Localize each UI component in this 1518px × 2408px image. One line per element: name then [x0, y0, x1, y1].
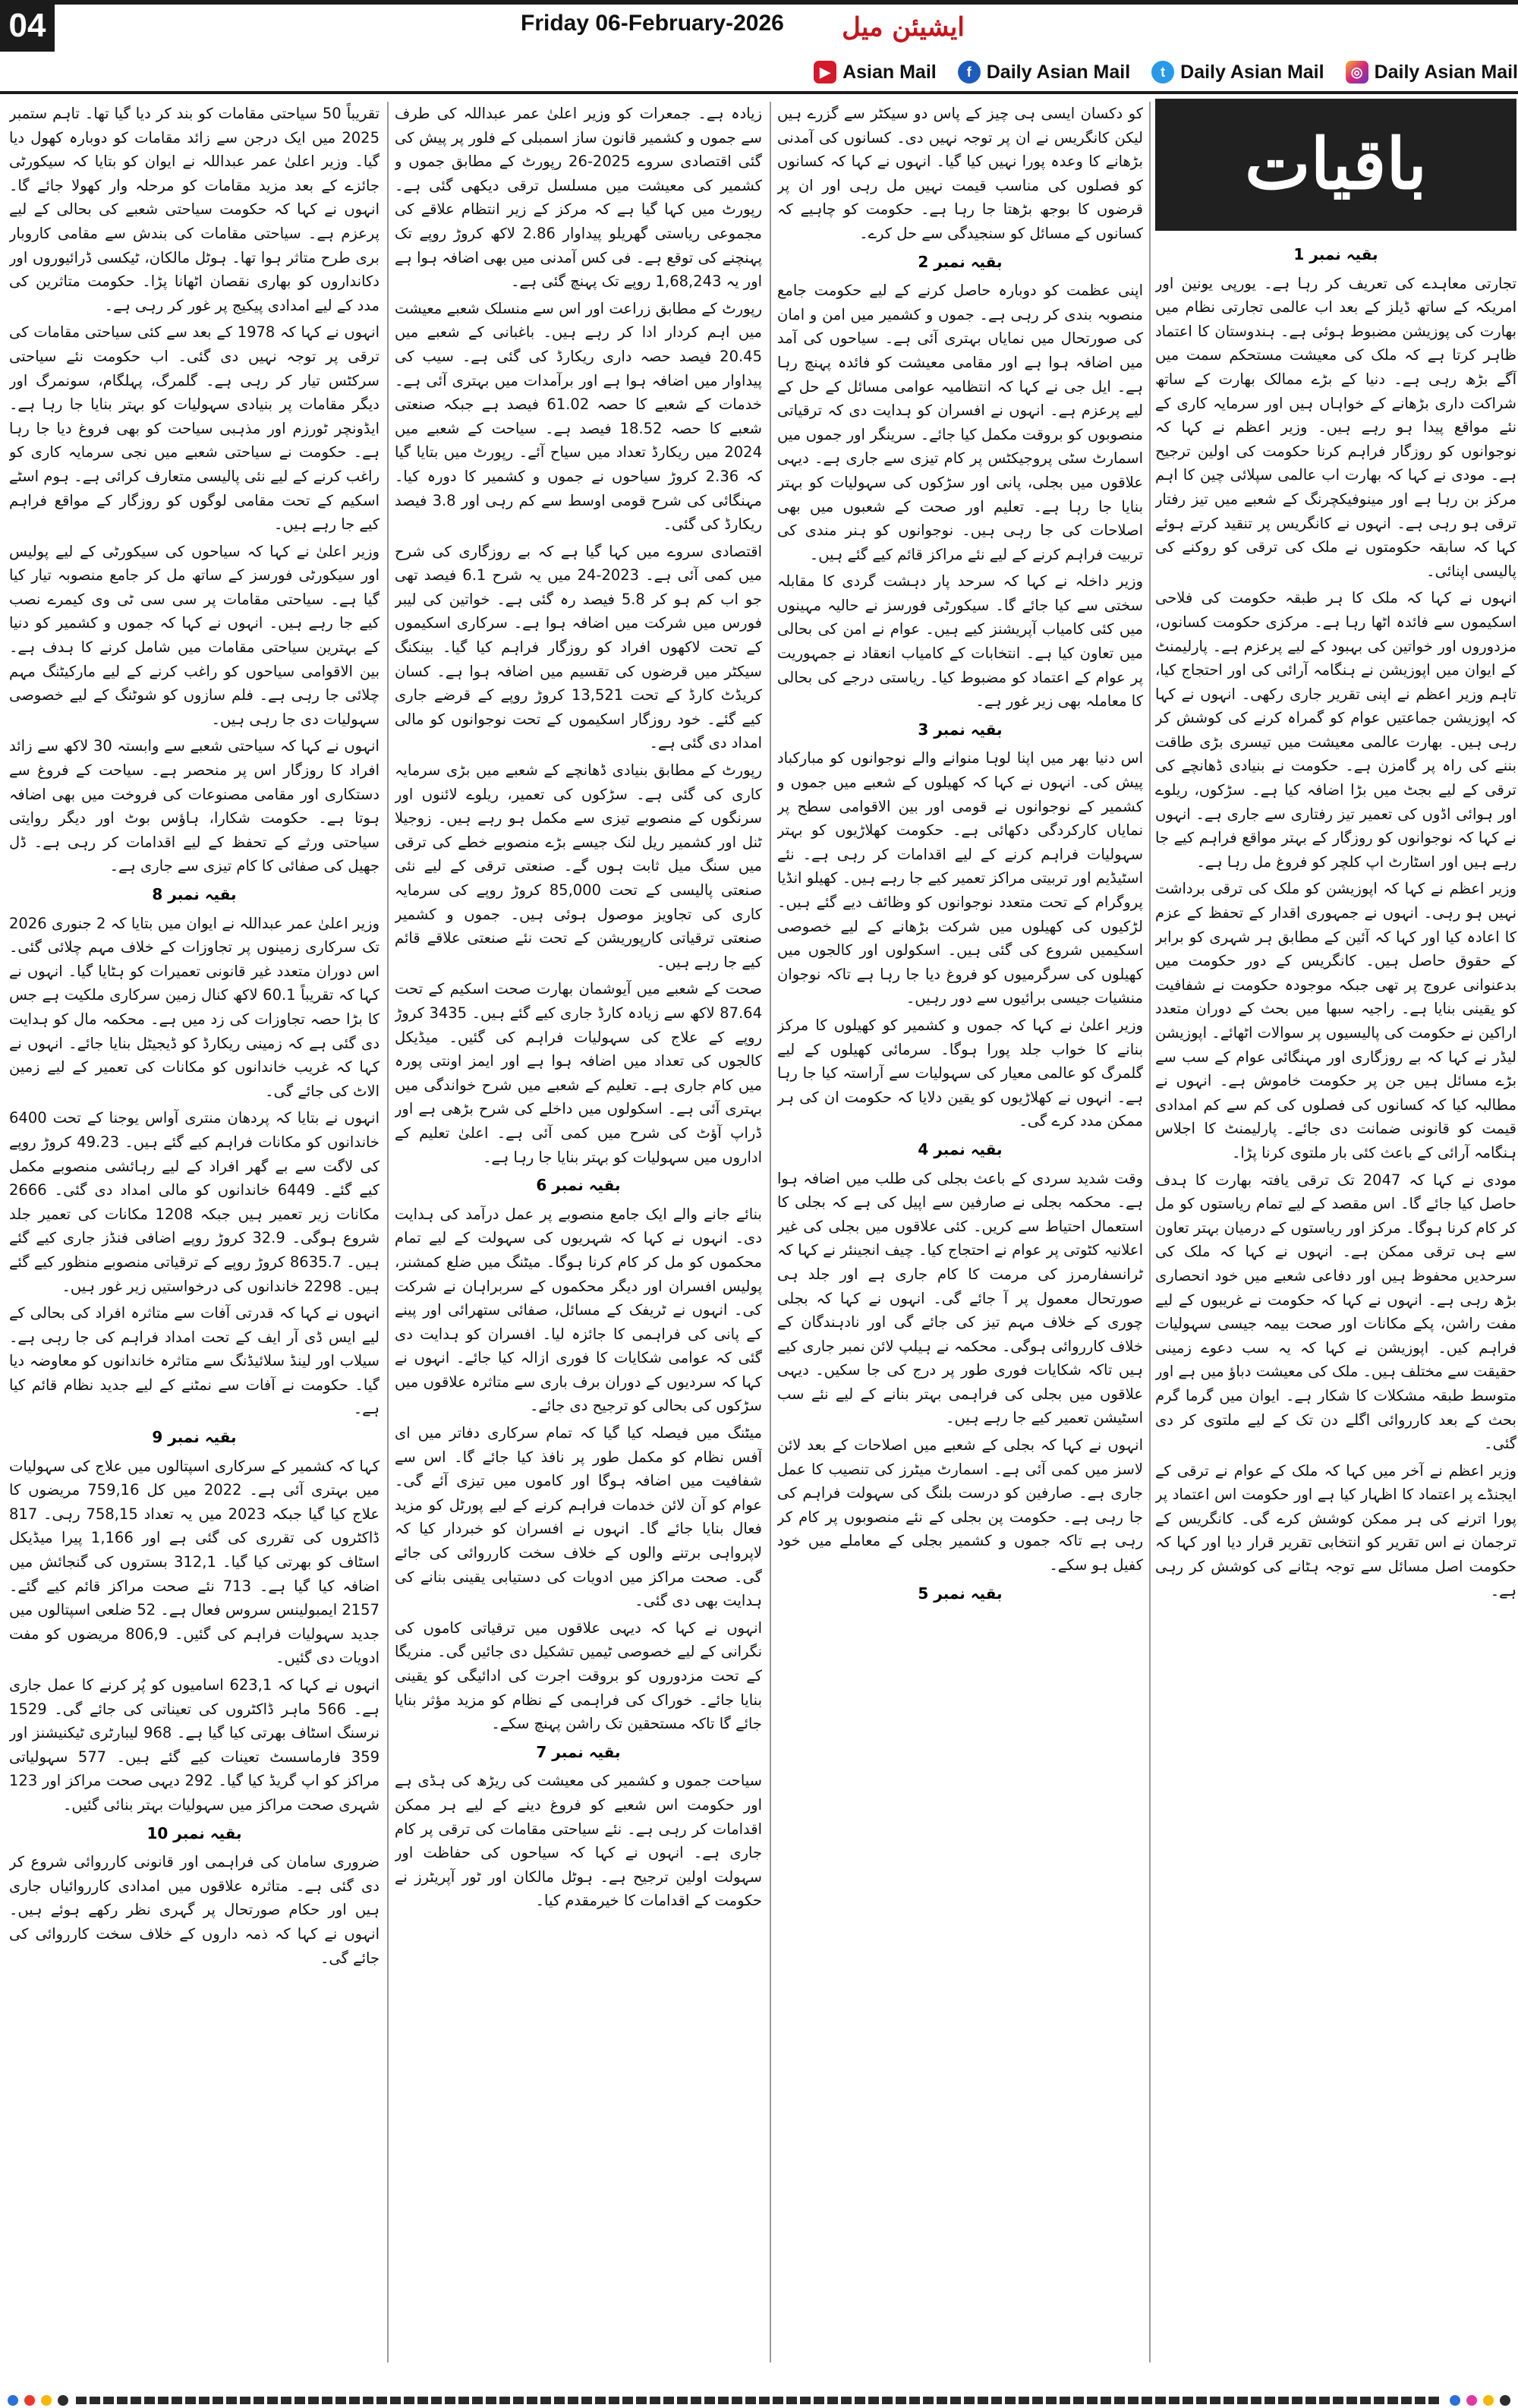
article-paragraph: انہوں نے کہا کہ قدرتی آفات سے متاثرہ افراد کی بحالی کے لیے ایس ڈی آر ایف کے تحت امداد فراہم کی جا رہی ہے۔ سیلاب اور لینڈ سلائیڈنگ سے متاثرہ خاندانوں کو معاوضہ دیا گیا۔ حکومت نے آفات سے نمٹنے کے لیے جدید نظام قائم کیا ہے۔ — [9, 1304, 380, 1418]
article-paragraph: میٹنگ میں فیصلہ کیا گیا کہ تمام سرکاری دفاتر میں ای آفس نظام کو مکمل طور پر نافذ کیا جائے گا۔ اس سے شفافیت میں اضافہ ہوگا اور کاموں میں تیزی آئے گی۔ عوام کو آن لائن خدمات فراہم کرنے کے لیے پورٹل کو مزید فعال بنایا جائے گا۔ انہوں نے افسران کو خبردار کیا کہ لاپرواہی برتنے والوں کے خلاف سخت کارروائی کی جائے گی۔ صحت مراکز میں ادویات کی دستیابی یقینی بنانے کی ہدایت بھی دی گئی۔ — [395, 1424, 762, 1610]
footer-dot — [1450, 2395, 1460, 2406]
article-paragraph: سیاحت جموں و کشمیر کی معیشت کی ریڑھ کی ہڈی ہے اور حکومت اس شعبے کو فروغ دینے کے لیے ہر ممکن اقدامات کر رہی ہے۔ نئے سیاحتی مقامات کی ترقی پر کام جاری ہے۔ انہوں نے کہا کہ سیاحوں کی حفاظت اور سہولت اولین ترجیح ہے۔ ہوٹل مالکان اور ٹور آپریٹرز نے حکومت کے اقدامات کا خیرمقدم کیا۔ — [395, 1772, 762, 1910]
column-divider — [1149, 102, 1151, 2362]
article-paragraph: انہوں نے بتایا کہ پردھان منتری آواس یوجنا کے تحت 6400 خاندانوں کو مکانات فراہم کیے گئے ہیں۔ 49.23 کروڑ روپے کی لاگت سے بے گھر افراد کے لیے رہائشی منصوبے مکمل کیے گئے۔ 6449 خاندانوں کو مالی امداد دی گئی۔ 2666 مکانات زیر تعمیر ہیں جبکہ 1208 مکانات کی تعمیر جلد شروع ہوگی۔ 32.9 کروڑ روپے اضافی فنڈز جاری کیے گئے ہیں۔ 8635.7 کروڑ روپے کے ترقیاتی منصوبے منظور کیے گئے ہیں۔ 2298 خاندانوں کی درخواستیں زیر غور ہیں۔ — [9, 1109, 380, 1295]
article-paragraph: تقریباً 50 سیاحتی مقامات کو بند کر دیا گیا تھا۔ تاہم ستمبر 2025 میں ایک درجن سے زائد مقامات کو دوبارہ کھول دیا گیا۔ وزیر اعلیٰ عمر عبداللہ نے ایوان کو بتایا کہ سیکورٹی جائزے کے بعد مزید مقامات کو مرحلہ وار کھولا جائے گا۔ انہوں نے کہا کہ حکومت سیاحتی شعبے کی بحالی کے لیے پرعزم ہے۔ سیاحتی مقامات کی بندش سے مقامی کاروبار بری طرح متاثر ہوا تھا۔ ہوٹل مالکان، ٹیکسی ڈرائیوروں اور دکانداروں کو بھاری نقصان اٹھانا پڑا۔ حکومت متاثرین کی مدد کے لیے امدادی پیکیج پر غور کر رہی ہے۔ — [9, 105, 380, 314]
article-paragraph: انہوں نے کہا کہ 623,1 اسامیوں کو پُر کرنے کا عمل جاری ہے۔ 566 ماہر ڈاکٹروں کی تعیناتی کی جائے گی۔ 1529 نرسنگ اسٹاف بھرتی کیا گیا ہے۔ 968 لیبارٹری ٹیکنیشنز اور 359 فارماسسٹ تعینات کیے گئے ہیں۔ 577 سہولیاتی مراکز کو اپ گریڈ کیا گیا۔ 292 دیہی صحت مراکز اور 123 شہری صحت مراکز میں سہولیات بہتر بنائی گئیں۔ — [9, 1676, 380, 1814]
social-facebook[interactable] — [958, 61, 1130, 84]
footer-dot — [58, 2395, 68, 2406]
article-paragraph: کہا کہ کشمیر کے سرکاری اسپتالوں میں علاج کی سہولیات میں بہتری آئی ہے۔ 2022 میں کل 759,16 مریضوں کا علاج کیا گیا جبکہ 2023 میں یہ تعداد 758,15 رہی۔ 817 ڈاکٹروں کی تقرری کی گئی ہے اور 1,166 پیرا میڈیکل اسٹاف کو بھرتی کیا گیا۔ 312,1 بستروں کی گنجائش میں اضافہ کیا گیا ہے۔ 713 نئے صحت مراکز قائم کیے گئے۔ 2157 ایمبولینس سروس فعال ہے۔ 52 ضلعی اسپتالوں میں جدید سہولیات فراہم کی گئیں۔ 806,9 مریضوں کو مفت ادویات دی گئیں۔ — [9, 1457, 380, 1667]
article-paragraph: وزیر اعظم نے آخر میں کہا کہ ملک کے عوام نے ترقی کے ایجنڈے پر اعتماد کا اظہار کیا ہے اور حکومت اس اعتماد پر پورا اترنے کی ہر ممکن کوشش کرے گی۔ کانگریس کے ترجمان نے اس تقریر کو انتخابی تقریر قرار دیا اور کہا کہ حکومت اصل مسائل سے توجہ ہٹانے کی کوشش کر رہی ہے۔ — [1155, 1461, 1516, 1600]
article-paragraph: کو دکسان ایسی ہی چیز کے پاس دو سیکٹر سے گزرے ہیں لیکن کانگریس نے ان پر توجہ نہیں دی۔ کسانوں کی آمدنی بڑھانے کا وعدہ پورا نہیں کیا گیا۔ انہوں نے کہا کہ کسانوں کو فصلوں کی مناسب قیمت نہیں مل رہی اور ان پر قرضوں کا بوجھ بڑھتا جا رہا ہے۔ حکومت کو چاہیے کہ کسانوں کے مسائل کو سنجیدگی سے حل کرے۔ — [777, 105, 1143, 242]
column-divider — [387, 102, 389, 2362]
article-paragraph: رپورٹ کے مطابق زراعت اور اس سے منسلک شعبے معیشت میں اہم کردار ادا کر رہے ہیں۔ باغبانی کے شعبے میں 20.45 فیصد حصہ داری ریکارڈ کی گئی ہے۔ سیب کی پیداوار میں اضافہ ہوا ہے اور برآمدات میں بہتری آئی ہے۔ خدمات کے شعبے کا حصہ 61.02 فیصد ہے جبکہ صنعتی شعبے کا حصہ 18.52 فیصد ہے۔ سیاحت کے شعبے میں 2024 میں ریکارڈ تعداد میں سیاح آئے۔ رپورٹ میں بتایا گیا کہ 2.36 کروڑ سیاحوں نے جموں و کشمیر کا دورہ کیا۔ مہنگائی کی شرح قومی اوسط سے کم رہی اور 3.8 فیصد ریکارڈ کی گئی۔ — [395, 299, 762, 534]
article-paragraph: انہوں نے کہا کہ دیہی علاقوں میں ترقیاتی کاموں کی نگرانی کے لیے خصوصی ٹیمیں تشکیل دی جائیں گی۔ منریگا کے تحت مزدوروں کو بروقت اجرت کی ادائیگی کو یقینی بنایا جائے۔ خوراک کی فراہمی کے نظام کو مزید مؤثر بنایا جائے گا تاکہ مستحقین تک راشن پہنچ سکے۔ — [395, 1618, 762, 1733]
article-paragraph: بنائے جانے والے ایک جامع منصوبے پر عمل درآمد کی ہدایت دی۔ انہوں نے کہا کہ شہریوں کی سہولت کے لیے تمام محکموں کو مل کر کام کرنا ہوگا۔ میٹنگ میں ضلع کمشنر، پولیس افسران اور دیگر محکموں کے سربراہان نے شرکت کی۔ انہوں نے ٹریفک کے مسائل، صفائی ستھرائی اور پینے کے پانی کی فراہمی کا جائزہ لیا۔ افسران کو ہدایت دی گئی کہ عوامی شکایات کا فوری ازالہ کیا جائے۔ انہوں نے کہا کہ سردیوں کے دوران برف باری سے متاثرہ علاقوں میں سڑکوں کی بحالی کو ترجیح دی جائے۔ — [395, 1205, 762, 1415]
continuation-heading: بقیہ نمبر 4 — [918, 1139, 1003, 1158]
social-instagram-label: Daily Asian Mail — [1374, 61, 1518, 83]
continuation-heading: بقیہ نمبر 5 — [918, 1584, 1003, 1603]
continuation-heading: بقیہ نمبر 7 — [536, 1742, 621, 1761]
article-paragraph: وزیر اعلیٰ عمر عبداللہ نے ایوان میں بتایا کہ 2 جنوری 2026 تک سرکاری زمینوں پر تجاوزات کے خلاف مہم چلائی گئی۔ اس دوران متعدد غیر قانونی تعمیرات کو ہٹایا گیا۔ انہوں نے کہا کہ تقریباً 60.1 لاکھ کنال زمین سرکاری ملکیت ہے جس کا بڑا حصہ تجاوزات کی زد میں ہے۔ محکمہ مال کو ہدایت دی گئی ہے کہ زمینی ریکارڈ کو ڈیجیٹل بنایا جائے۔ انہوں نے کہا کہ غریب خاندانوں کو مکانات کی تعمیر کے لیے زمین الاٹ کی جائے گی۔ — [9, 914, 380, 1100]
article-paragraph: رپورٹ کے مطابق بنیادی ڈھانچے کے شعبے میں بڑی سرمایہ کاری کی گئی ہے۔ سڑکوں کی تعمیر، ریلوے لائنوں اور سرنگوں کے منصوبے تیزی سے مکمل ہو رہے ہیں۔ زوجیلا ٹنل اور کشمیر ریل لنک جیسے بڑے منصوبے خطے کی ترقی میں سنگ میل ثابت ہوں گے۔ صنعتی ترقی کے لیے نئی صنعتی پالیسی کے تحت 85,000 کروڑ روپے کی سرمایہ کاری کی تجاویز موصول ہوئی ہیں۔ جموں و کشمیر صنعتی ترقیاتی کارپوریشن کے تحت نئے صنعتی علاقے قائم کیے جا رہے ہیں۔ — [395, 761, 762, 971]
continuation-heading: بقیہ نمبر 2 — [918, 252, 1003, 271]
continuation-heading: بقیہ نمبر 8 — [152, 885, 237, 903]
article-paragraph: وزیر داخلہ نے کہا کہ سرحد پار دہشت گردی کا مقابلہ سختی سے کیا جائے گا۔ سیکورٹی فورسز نے حالیہ مہینوں میں کئی کامیاب آپریشنز کیے ہیں۔ عوام نے امن کی بحالی میں تعاون کیا ہے۔ انتخابات کے کامیاب انعقاد نے جمہوریت پر عوام کے اعتماد کو مضبوط کیا۔ ریاستی درجے کی بحالی کا معاملہ بھی زیر غور ہے۔ — [777, 572, 1143, 711]
social-youtube[interactable] — [814, 61, 937, 84]
footer-dot — [8, 2395, 18, 2406]
continuation-heading: بقیہ نمبر 3 — [918, 720, 1003, 739]
continuation-heading: بقیہ نمبر 9 — [152, 1428, 237, 1447]
article-paragraph: اس دنیا بھر میں اپنا لوہا منوانے والے نوجوانوں کو مبارکباد پیش کی۔ انہوں نے کہا کہ کھیلوں کے شعبے میں جموں و کشمیر کے نوجوانوں نے قومی اور بین الاقوامی سطح پر نمایاں کارکردگی دکھائی ہے۔ حکومت کھلاڑیوں کو بہتر سہولیات فراہم کرنے کے لیے اقدامات کر رہی ہے۔ نئے اسٹیڈیم اور تربیتی مراکز تعمیر کیے جا رہے ہیں۔ کھیلو انڈیا پروگرام کے تحت متعدد نوجوانوں کو وظائف دیے گئے ہیں۔ لڑکیوں کی کھیلوں میں شرکت بڑھانے کے لیے خصوصی اسکیمیں شروع کی گئی ہیں۔ اسکولوں اور کالجوں میں کھیلوں کی سرگرمیوں کو فروغ دیا جا رہا ہے تاکہ نوجوان منشیات جیسی برائیوں سے دور رہیں۔ — [777, 749, 1143, 1007]
footer-dot — [41, 2395, 52, 2406]
article-paragraph: زیادہ ہے۔ جمعرات کو وزیر اعلیٰ عمر عبداللہ کی طرف سے جموں و کشمیر قانون ساز اسمبلی کے فلور پر پیش کی گئی اقتصادی سروے 2025-26 رپورٹ کے مطابق جموں و کشمیر کی معیشت میں مسلسل ترقی دیکھی گئی ہے۔ رپورٹ میں کہا گیا ہے کہ مرکز کے زیر انتظام علاقے کی مجموعی ریاستی گھریلو پیداوار 2.86 لاکھ کروڑ روپے تک پہنچنے کی توقع ہے۔ فی کس آمدنی میں بھی اضافہ ہوا ہے اور یہ 1,68,243 روپے تک پہنچ گئی ہے۔ — [395, 105, 762, 291]
footer-dot — [1483, 2395, 1494, 2406]
header-rule — [0, 91, 1518, 94]
twitter-icon: t — [1151, 61, 1174, 84]
article-paragraph: انہوں نے کہا کہ سیاحتی شعبے سے وابستہ 30 لاکھ سے زائد افراد کا روزگار اس پر منحصر ہے۔ سیاحت کے فروغ سے دستکاری اور مقامی مصنوعات کی فروخت میں بھی اضافہ ہوتا ہے۔ حکومت شکارا، ہاؤس بوٹ اور دیگر روایتی سیاحتی ورثے کے تحفظ کے لیے اقدامات کر رہی ہے۔ ڈل جھیل کی صفائی کا کام تیزی سے جاری ہے۔ — [9, 737, 380, 875]
column-4 — [9, 102, 380, 2362]
column-2 — [777, 102, 1143, 2362]
masthead-logo — [827, 3, 979, 53]
masthead-logo-text: ایشیئن میل — [842, 12, 965, 43]
social-instagram[interactable] — [1346, 61, 1518, 84]
footer-bar — [0, 2393, 1518, 2408]
article-paragraph: مودی نے کہا کہ 2047 تک ترقی یافتہ بھارت کا ہدف حاصل کیا جائے گا۔ اس مقصد کے لیے تمام ریاستوں کو مل کر کام کرنا ہوگا۔ مرکز اور ریاستوں کے درمیان بہتر تعاون سے ہی ترقی ممکن ہے۔ انہوں نے کہا کہ ملک کی سرحدیں محفوظ ہیں اور دفاعی شعبے میں خود انحصاری بڑھ رہی ہے۔ انہوں نے کہا کہ حکومت نے غریبوں کے لیے مفت راشن، پکے مکانات اور صحت بیمہ جیسی سہولیات فراہم کیں۔ اپوزیشن نے کہا کہ یہ سب دعوے زمینی حقیقت سے مختلف ہیں۔ ملک کی معیشت دباؤ میں ہے اور متوسط طبقہ مشکلات کا شکار ہے۔ ایوان میں گرما گرم بحث کے بعد کارروائی اگلے دن تک کے لیے ملتوی کر دی گئی۔ — [1155, 1171, 1516, 1453]
continuation-heading: بقیہ نمبر 6 — [536, 1176, 621, 1195]
facebook-icon: f — [958, 61, 981, 84]
section-title: باقیات — [1155, 99, 1516, 231]
top-rule — [55, 0, 1518, 5]
article-paragraph: وزیر اعظم نے کہا کہ اپوزیشن کو ملک کی ترقی برداشت نہیں ہو رہی۔ انہوں نے جمہوری اقدار کے تحفظ کے عزم کا اعادہ کیا اور کہا کہ آئین کے مطابق ہر شہری کو برابر کے حقوق حاصل ہیں۔ کانگریس کے دور حکومت میں بدعنوانی عروج پر تھی جبکہ موجودہ حکومت نے شفافیت کو یقینی بنایا ہے۔ راجیہ سبھا میں بحث کے دوران متعدد اراکین نے حکومت کی پالیسیوں پر سوالات اٹھائے۔ اپوزیشن لیڈر نے کہا کہ بے روزگاری اور مہنگائی عوام کے سب سے بڑے مسائل ہیں جن پر حکومت خاموش ہے۔ انہوں نے مطالبہ کیا کہ کسانوں کی فصلوں کی کم سے کم امدادی قیمت کو قانونی ضمانت دی جائے۔ پارلیمنٹ کا اجلاس ہنگامہ آرائی کے باعث کئی بار ملتوی کرنا پڑا۔ — [1155, 880, 1516, 1161]
continuation-heading: بقیہ نمبر 10 — [146, 1823, 242, 1842]
article-paragraph: صحت کے شعبے میں آیوشمان بھارت صحت اسکیم کے تحت 87.64 لاکھ سے زیادہ کارڈ جاری کیے گئے ہیں۔ 3435 کروڑ روپے کے علاج کی سہولیات فراہم کی گئیں۔ میڈیکل کالجوں کی تعداد میں اضافہ ہوا ہے اور ایمز اونتی پورہ میں کام جاری ہے۔ تعلیم کے شعبے میں شرح خواندگی میں بہتری آئی ہے۔ اسکولوں میں داخلے کی شرح بڑھی ہے اور ڈراپ آؤٹ کی شرح میں کمی آئی ہے۔ اعلیٰ تعلیم کے اداروں میں سہولیات کو بہتر بنایا جا رہا ہے۔ — [395, 980, 762, 1166]
footer-dots-left — [0, 2395, 76, 2406]
article-paragraph: ضروری سامان کی فراہمی اور قانونی کارروائی شروع کر دی گئی ہے۔ متاثرہ علاقوں میں امدادی کارروائیاں جاری ہیں اور حکام صورتحال پر گہری نظر رکھے ہوئے ہیں۔ انہوں نے کہا کہ ذمہ داروں کے خلاف سخت کارروائی کی جائے گی۔ — [9, 1853, 380, 1967]
article-paragraph: اپنی عظمت کو دوبارہ حاصل کرنے کے لیے حکومت جامع منصوبہ بندی کر رہی ہے۔ جموں و کشمیر میں امن و امان کی صورتحال میں نمایاں بہتری آئی ہے۔ سیاحوں کی آمد میں اضافہ ہوا ہے اور مقامی معیشت کو فائدہ پہنچ رہا ہے۔ ایل جی نے کہا کہ انتظامیہ عوامی مسائل کے حل کے لیے پرعزم ہے۔ انہوں نے افسران کو ہدایت دی کہ ترقیاتی منصوبوں کو بروقت مکمل کیا جائے۔ سرینگر اور جموں میں اسمارٹ سٹی پروجیکٹس پر کام تیزی سے جاری ہے۔ دیہی علاقوں میں بجلی، پانی اور سڑکوں کی سہولیات کو بہتر بنایا جا رہا ہے۔ تعلیم اور صحت کے شعبوں میں بھی اصلاحات کی جا رہی ہیں۔ نوجوانوں کو ہنر مندی کی تربیت فراہم کرنے کے لیے نئے مراکز قائم کیے گئے ہیں۔ — [777, 282, 1143, 563]
column-1 — [1155, 238, 1516, 2362]
article-paragraph: وزیر اعلیٰ نے کہا کہ سیاحوں کی سیکورٹی کے لیے پولیس اور سیکورٹی فورسز کے ساتھ مل کر جامع منصوبہ تیار کیا گیا ہے۔ سیاحتی مقامات پر سی سی ٹی وی کیمرے نصب کیے جا رہے ہیں۔ انہوں نے کہا کہ جموں و کشمیر کو دنیا کے بہترین سیاحتی مقامات میں شامل کرنے کا ہدف ہے۔ بین الاقوامی سیاحوں کو راغب کرنے کے لیے مارکیٹنگ مہم چلائی جا رہی ہے۔ فلم سازوں کو شوٹنگ کے لیے خصوصی سہولیات دی جا رہی ہیں۔ — [9, 542, 380, 728]
footer-dot — [24, 2395, 35, 2406]
continuation-heading: بقیہ نمبر 1 — [1293, 245, 1378, 263]
footer-line — [76, 2397, 1442, 2404]
article-paragraph: وزیر اعلیٰ نے کہا کہ جموں و کشمیر کو کھیلوں کا مرکز بنانے کا خواب جلد پورا ہوگا۔ سرمائی کھیلوں کے لیے گلمرگ کو عالمی معیار کی سہولیات سے آراستہ کیا جا رہا ہے۔ انہوں نے کھلاڑیوں کو یقین دلایا کہ حکومت ان کی ہر ممکن مدد کرے گی۔ — [777, 1016, 1143, 1130]
page-number: 04 — [0, 0, 55, 52]
social-twitter-label: Daily Asian Mail — [1180, 61, 1324, 83]
issue-date: Friday 06-February-2026 — [521, 11, 784, 36]
instagram-icon: ◎ — [1346, 61, 1368, 84]
footer-dot — [1466, 2395, 1477, 2406]
column-divider — [770, 102, 771, 2362]
column-3 — [395, 102, 762, 2362]
article-paragraph: اقتصادی سروے میں کہا گیا ہے کہ بے روزگاری کی شرح میں کمی آئی ہے۔ 2023-24 میں یہ شرح 6.1 فیصد تھی جو اب کم ہو کر 5.8 فیصد رہ گئی ہے۔ خواتین کی لیبر فورس میں شرکت میں اضافہ ہوا ہے۔ سرکاری اسکیموں کے تحت لاکھوں افراد کو روزگار فراہم کیا گیا۔ بینکنگ سیکٹر میں قرضوں کی تقسیم میں اضافہ ہوا ہے۔ کسان کریڈٹ کارڈ کے تحت 13,521 کروڑ روپے کے قرضے جاری کیے گئے۔ خود روزگار اسکیموں کے تحت نوجوانوں کو مالی امداد دی گئی ہے۔ — [395, 542, 762, 752]
article-paragraph: انہوں نے کہا کہ 1978 کے بعد سے کئی سیاحتی مقامات کی ترقی پر توجہ نہیں دی گئی۔ اب حکومت نئے سیاحتی سرکٹس تیار کر رہی ہے۔ گلمرگ، پہلگام، سونمرگ اور دیگر مقامات پر بنیادی سہولیات کو بہتر بنایا جا رہا ہے۔ ایڈونچر ٹورزم اور مذہبی سیاحت کو بھی فروغ دیا جا رہا ہے۔ حکومت نے سیاحتی شعبے میں نجی سرمایہ کاری کو راغب کرنے کے لیے نئی پالیسی متعارف کرائی ہے۔ ہوم اسٹے اسکیم کے تحت مقامی لوگوں کو روزگار کے مواقع فراہم کیے جا رہے ہیں۔ — [9, 323, 380, 534]
article-paragraph: انہوں نے کہا کہ ملک کا ہر طبقہ حکومت کی فلاحی اسکیموں سے فائدہ اٹھا رہا ہے۔ مرکزی حکومت کسانوں، مزدوروں اور خواتین کی بہبود کے لیے پرعزم ہے۔ پارلیمنٹ کے ایوان میں اپوزیشن نے ہنگامہ آرائی کی اور احتجاج کیا، تاہم وزیر اعظم نے اپنی تقریر جاری رکھی۔ انہوں نے کہا کہ اپوزیشن جماعتیں عوام کو گمراہ کرنے کی کوشش کر رہی ہیں۔ بھارت عالمی معیشت میں تیسری بڑی طاقت بننے کی راہ پر گامزن ہے۔ حکومت نے بنیادی ڈھانچے کی ترقی کے لیے بجٹ میں بڑا اضافہ کیا ہے۔ سڑکوں، ریلوے اور ہوائی اڈوں کی تعمیر تیز رفتاری سے جاری ہے۔ انہوں نے کہا کہ نوجوانوں کو روزگار کے بہتر مواقع فراہم کیے جا رہے ہیں اور اسٹارٹ اپ کلچر کو فروغ مل رہا ہے۔ — [1155, 589, 1516, 871]
footer-dots-right — [1442, 2395, 1518, 2406]
social-twitter[interactable] — [1151, 61, 1324, 84]
youtube-icon: ▶ — [814, 61, 836, 84]
social-facebook-label: Daily Asian Mail — [986, 61, 1131, 83]
article-paragraph: وقت شدید سردی کے باعث بجلی کی طلب میں اضافہ ہوا ہے۔ محکمہ بجلی نے صارفین سے اپیل کی ہے کہ بجلی کا استعمال احتیاط سے کریں۔ کئی علاقوں میں بجلی کی غیر اعلانیہ کٹوتی پر عوام نے احتجاج کیا۔ چیف انجینئر نے کہا کہ ٹرانسفارمرز کی مرمت کا کام جاری ہے اور جلد ہی صورتحال معمول پر آ جائے گی۔ انہوں نے کہا کہ بجلی چوری کے خلاف مہم تیز کی جائے گی اور نادہندگان کے خلاف کارروائی ہوگی۔ محکمہ نے ہیلپ لائن نمبر جاری کیے ہیں تاکہ شکایات فوری طور پر درج کی جا سکیں۔ دیہی علاقوں میں بجلی کی فراہمی بہتر بنانے کے لیے نئے سب اسٹیشن تعمیر کیے جا رہے ہیں۔ — [777, 1169, 1143, 1427]
article-paragraph: تجارتی معاہدے کی تعریف کر رہا ہے۔ یورپی یونین اور امریکہ کے ساتھ ڈیلز کے بعد اب عالمی تجارتی نظام میں بھارت کی پوزیشن مضبوط ہوئی ہے۔ ہندوستان کا اعتماد ظاہر کرتا ہے کہ ملک کی معیشت مستحکم سمت میں آگے بڑھ رہی ہے۔ دنیا کے بڑے ممالک بھارت کے ساتھ شراکت داری بڑھانے کے خواہاں ہیں اور سرمایہ کاری کے نئے مواقع پیدا ہو رہے ہیں۔ وزیر اعظم نے کہا کہ نوجوانوں کو روزگار فراہم کرنا حکومت کی اولین ترجیح ہے۔ مودی نے کہا کہ بھارت اب عالمی سپلائی چین کا اہم مرکز بن رہا ہے اور مینوفیکچرنگ کے شعبے میں تیز رفتار ترقی ہو رہی ہے۔ انہوں نے کانگریس پر تنقید کرتے ہوئے کہا کہ سابقہ حکومتوں نے ملک کی ترقی کو روکنے کی پالیسی اپنائی۔ — [1155, 274, 1516, 580]
article-paragraph: انہوں نے کہا کہ بجلی کے شعبے میں اصلاحات کے بعد لائن لاسز میں کمی آئی ہے۔ اسمارٹ میٹرز کی تنصیب کا عمل جاری ہے۔ صارفین کو درست بلنگ کی سہولت فراہم کی جا رہی ہے۔ حکومت پن بجلی کے نئے منصوبوں پر کام کر رہی ہے تاکہ جموں و کشمیر بجلی کے معاملے میں خود کفیل ہو سکے۔ — [777, 1436, 1143, 1574]
footer-dot — [1500, 2395, 1510, 2406]
social-youtube-label: Asian Mail — [842, 61, 937, 83]
social-bar — [380, 55, 1518, 90]
